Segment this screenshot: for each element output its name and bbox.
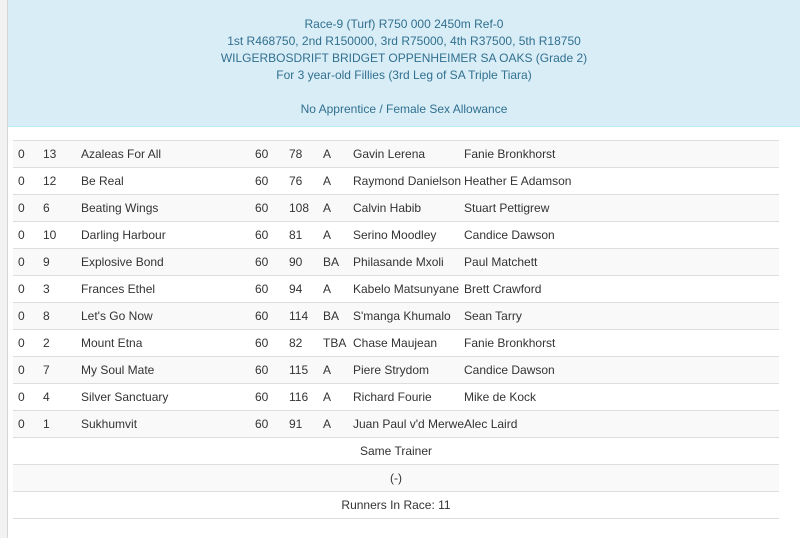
same-trainer-label: Same Trainer xyxy=(13,438,779,465)
runner-horse: Azaleas For All xyxy=(81,141,255,168)
runner-jockey: Philasande Mxoli xyxy=(347,249,464,276)
runner-rating: 81 xyxy=(275,222,319,249)
runner-row xyxy=(13,357,779,384)
runner-number: 12 xyxy=(43,168,81,195)
runner-horse: Beating Wings xyxy=(81,195,255,222)
runner-horse: Sukhumvit xyxy=(81,411,255,438)
runner-code: A xyxy=(319,411,347,438)
runner-trainer: Paul Matchett xyxy=(464,249,779,276)
runner-number: 7 xyxy=(43,357,81,384)
runner-row xyxy=(13,141,779,168)
runner-trainer: Stuart Pettigrew xyxy=(464,195,779,222)
runners-count-row xyxy=(13,492,779,519)
runner-weight: 60 xyxy=(255,168,275,195)
runner-trainer: Heather E Adamson xyxy=(464,168,779,195)
runner-jockey: Raymond Danielson xyxy=(347,168,464,195)
runner-trainer: Brett Crawford xyxy=(464,276,779,303)
runner-horse: Darling Harbour xyxy=(81,222,255,249)
runner-jockey: Chase Maujean xyxy=(347,330,464,357)
runner-code: A xyxy=(319,195,347,222)
runner-row xyxy=(13,384,779,411)
runner-col1: 0 xyxy=(13,249,43,276)
runner-jockey: Kabelo Matsunyane xyxy=(347,276,464,303)
runner-code: A xyxy=(319,276,347,303)
runner-number: 10 xyxy=(43,222,81,249)
runner-weight: 60 xyxy=(255,276,275,303)
runner-number: 9 xyxy=(43,249,81,276)
runner-horse: Silver Sanctuary xyxy=(81,384,255,411)
runner-jockey: Piere Strydom xyxy=(347,357,464,384)
runner-trainer: Candice Dawson xyxy=(464,357,779,384)
same-trainer-row xyxy=(13,438,779,465)
runner-horse: Frances Ethel xyxy=(81,276,255,303)
runners-count: Runners In Race: 11 xyxy=(13,492,779,519)
runner-weight: 60 xyxy=(255,222,275,249)
race-name: WILGERBOSDRIFT BRIDGET OPPENHEIMER SA OAKS (Grade 2) xyxy=(220,51,588,65)
runner-rating: 90 xyxy=(275,249,319,276)
race-header xyxy=(8,0,800,127)
runner-jockey: Richard Fourie xyxy=(347,384,464,411)
runner-horse: Explosive Bond xyxy=(81,249,255,276)
runner-col1: 0 xyxy=(13,276,43,303)
runner-code: A xyxy=(319,357,347,384)
race-title: Race-9 (Turf) R750 000 2450m Ref-0 xyxy=(304,17,504,31)
runner-horse: My Soul Mate xyxy=(81,357,255,384)
runner-rating: 116 xyxy=(275,384,319,411)
runner-number: 3 xyxy=(43,276,81,303)
runner-row xyxy=(13,249,779,276)
runner-weight: 60 xyxy=(255,303,275,330)
runner-trainer: Sean Tarry xyxy=(464,303,779,330)
runner-jockey: Gavin Lerena xyxy=(347,141,464,168)
runner-col1: 0 xyxy=(13,411,43,438)
runner-trainer: Fanie Bronkhorst xyxy=(464,330,779,357)
runner-weight: 60 xyxy=(255,330,275,357)
runner-horse: Let's Go Now xyxy=(81,303,255,330)
race-allowance: No Apprentice / Female Sex Allowance xyxy=(300,102,508,116)
runner-col1: 0 xyxy=(13,357,43,384)
race-conditions: For 3 year-old Fillies (3rd Leg of SA Triple Tiara) xyxy=(276,68,532,82)
runner-jockey: Serino Moodley xyxy=(347,222,464,249)
runner-col1: 0 xyxy=(13,384,43,411)
runner-number: 6 xyxy=(43,195,81,222)
race-prizes: 1st R468750, 2nd R150000, 3rd R75000, 4th R37500, 5th R18750 xyxy=(227,34,581,48)
runner-rating: 108 xyxy=(275,195,319,222)
dash-label: (-) xyxy=(13,465,779,492)
runner-number: 13 xyxy=(43,141,81,168)
dash-row xyxy=(13,465,779,492)
runner-weight: 60 xyxy=(255,195,275,222)
runner-col1: 0 xyxy=(13,195,43,222)
runner-weight: 60 xyxy=(255,384,275,411)
runner-number: 1 xyxy=(43,411,81,438)
runner-rating: 91 xyxy=(275,411,319,438)
runner-code: A xyxy=(319,168,347,195)
runner-row xyxy=(13,411,779,438)
runner-jockey: S'manga Khumalo xyxy=(347,303,464,330)
runner-row xyxy=(13,168,779,195)
runner-number: 4 xyxy=(43,384,81,411)
runner-weight: 60 xyxy=(255,141,275,168)
runner-horse: Be Real xyxy=(81,168,255,195)
runner-row xyxy=(13,195,779,222)
runner-weight: 60 xyxy=(255,411,275,438)
runner-number: 8 xyxy=(43,303,81,330)
runner-rating: 115 xyxy=(275,357,319,384)
runner-code: A xyxy=(319,141,347,168)
runner-weight: 60 xyxy=(255,357,275,384)
runner-col1: 0 xyxy=(13,168,43,195)
runner-jockey: Calvin Habib xyxy=(347,195,464,222)
runner-rating: 78 xyxy=(275,141,319,168)
runner-row xyxy=(13,330,779,357)
runner-col1: 0 xyxy=(13,330,43,357)
runner-code: BA xyxy=(319,249,347,276)
runner-code: BA xyxy=(319,303,347,330)
runner-trainer: Alec Laird xyxy=(464,411,779,438)
runner-weight: 60 xyxy=(255,249,275,276)
runner-row xyxy=(13,276,779,303)
runner-trainer: Candice Dawson xyxy=(464,222,779,249)
runner-trainer: Mike de Kock xyxy=(464,384,779,411)
runner-rating: 76 xyxy=(275,168,319,195)
runner-code: TBA xyxy=(319,330,347,357)
runner-rating: 82 xyxy=(275,330,319,357)
runner-code: A xyxy=(319,384,347,411)
runner-jockey: Juan Paul v'd Merwe xyxy=(347,411,464,438)
runner-row xyxy=(13,303,779,330)
runner-rating: 94 xyxy=(275,276,319,303)
runner-number: 2 xyxy=(43,330,81,357)
runner-row xyxy=(13,222,779,249)
runner-rating: 114 xyxy=(275,303,319,330)
runners-table xyxy=(13,140,779,519)
runner-code: A xyxy=(319,222,347,249)
runner-trainer: Fanie Bronkhorst xyxy=(464,141,779,168)
runner-col1: 0 xyxy=(13,222,43,249)
runner-col1: 0 xyxy=(13,303,43,330)
runner-col1: 0 xyxy=(13,141,43,168)
runner-horse: Mount Etna xyxy=(81,330,255,357)
